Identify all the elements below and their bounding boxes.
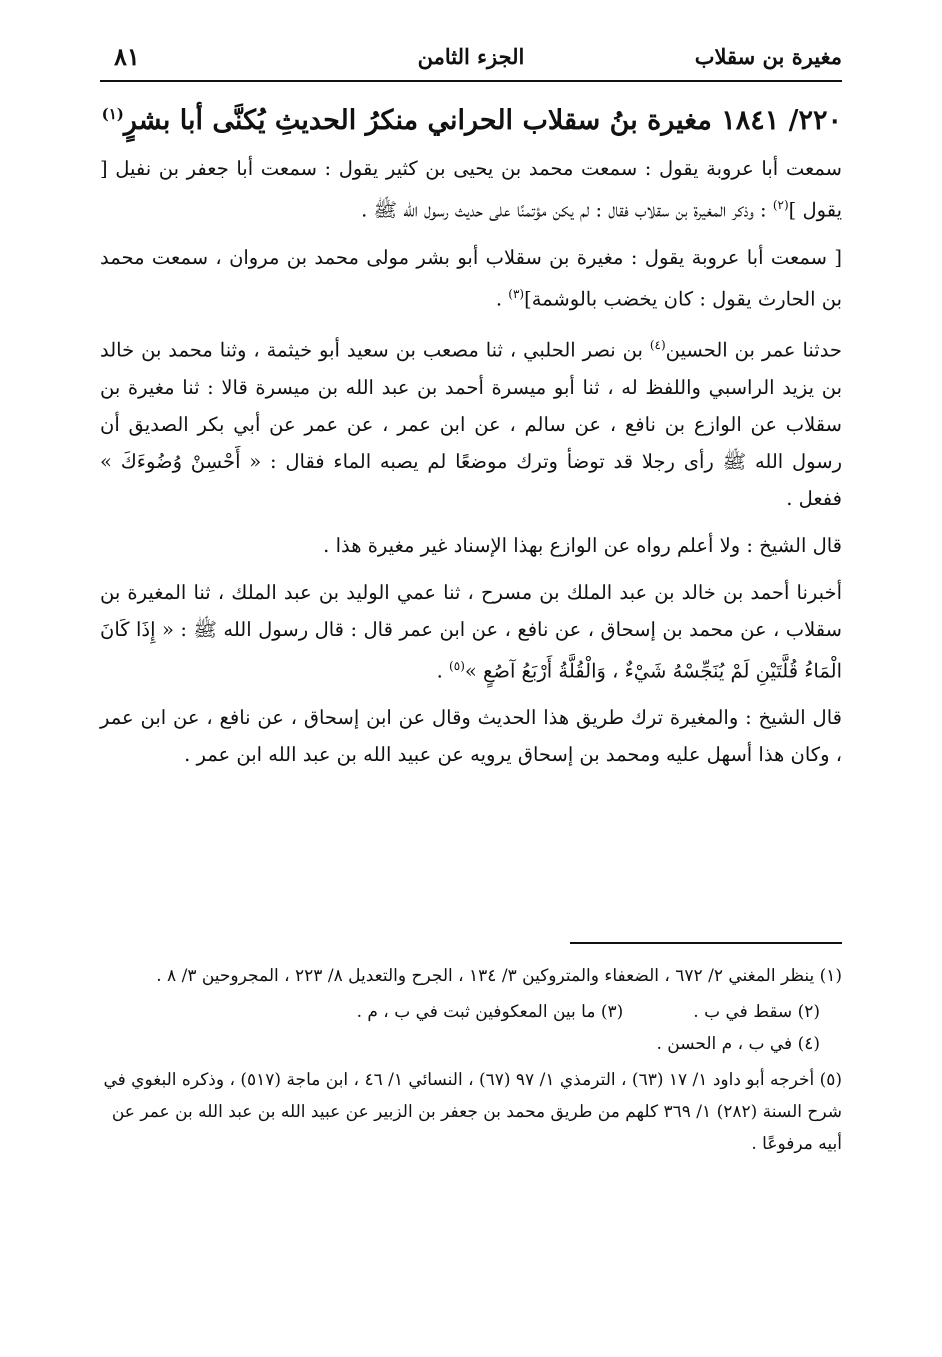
header-rule (100, 80, 842, 82)
entry-title (100, 92, 842, 143)
note-ref: (٢) (772, 198, 789, 212)
footnote-rule (570, 942, 842, 944)
paragraph: [ سمعت أبا عروبة يقول : مغيرة بن سقلاب أبو بشر مولى محمد بن مروان ، سمعت محمد بن الحارث يقول : كان يخضب بالوشمة]$^{(٣)}$ . (100, 245, 842, 310)
entry-body (100, 150, 842, 783)
entry-title-text: ٢٢٠/ ١٨٤١ مغيرة بنُ سقلاب الحراني منكرُ الحديثِ يُكنَّى أبا بشرٍ (123, 105, 842, 136)
footnote-4: (٤) في ب ، م الحسن . (656, 1034, 820, 1054)
note-ref: (٥) (449, 658, 465, 673)
running-header (100, 40, 842, 80)
paragraph: قال الشيخ : ولا أعلم رواه عن الوازع بهذا الإسناد غير مغيرة هذا . (323, 533, 842, 557)
note-ref: (٤) (649, 338, 666, 352)
page-number: ٨١ (114, 42, 140, 71)
part-title: الجزء الثامن (417, 44, 525, 69)
paragraph: قال الشيخ : والمغيرة ترك طريق هذا الحديث وقال عن ابن إسحاق ، عن نافع ، عن ابن عمر ، وكان هذا أسهل عليه ومحمد بن إسحاق يرويه عن عبيد الله بن عبد الله ابن عمر . (100, 706, 842, 766)
footnote-1: (١) ينظر المغني ٢/ ٦٧٢ ، الضعفاء والمتروكين ٣/ ١٣٤ ، الجرح والتعديل ٨/ ٢٢٣ ، المجروحين ٣/ ٨ . (156, 966, 842, 986)
section-title: مغيرة بن سقلاب (694, 44, 842, 69)
paragraph: أخبرنا أحمد بن خالد بن عبد الملك بن مسرح ، ثنا عمي الوليد بن عبد الملك ، ثنا المغيرة بن سقلاب ، عن محمد بن إسحاق ، عن نافع ، عن ابن عمر قال : قال رسول الله ﷺ : « إِذَا كَانَ الْمَاءُ قُلَّتَيْنِ لَمْ يُنَجِّسْهُ شَيْءٌ ، وَالْقُلَّةُ أَرْبَعُ آصُعٍ »$^{(٥)}$ . (100, 580, 842, 682)
footnote-5: (٥) أخرجه أبو داود ١/ ١٧ (٦٣) ، الترمذي ١/ ٩٧ (٦٧) ، النسائي ١/ ٤٦ ، ابن ماجة (٥١٧) ، وذكره البغوي في شرح السنة (٢٨٢) ١/ ٣٦٩ كلهم من طريق محمد بن جعفر بن الزبير عن عبيد الله بن عبد الله بن عمر عن أبيه مرفوعًا . (103, 1070, 842, 1154)
entry-title-note: (١) (101, 105, 124, 123)
footnote-2: (٢) سقط في ب . (693, 1002, 820, 1022)
footnote-3: (٣) ما بين المعكوفين ثبت في ب ، م . (356, 1002, 624, 1022)
paragraph: سمعت أبا عروبة يقول : سمعت محمد بن يحيى بن كثير يقول : سمعت أبا جعفر بن نفيل [ يقول ]$^{(٢)}$ : وذكر المغيرة بن سقلاب فقال : لم يكن مؤتمنًا على حديث رسول الله ﷺ . (100, 157, 842, 222)
paragraph: حدثنا عمر بن الحسين$^{(٤)}$ بن نصر الحلبي ، ثنا مصعب بن سعيد أبو خيثمة ، وثنا محمد بن خالد بن يزيد الراسبي واللفظ له ، ثنا أبو ميسرة أحمد بن عبد الله بن ميسرة قالا : ثنا مغيرة بن سقلاب عن الوازع بن نافع ، عن سالم ، عن ابن عمر ، عن عمر عن أبي بكر الصديق أن رسول الله ﷺ رأى رجلا قد توضأ وترك موضعًا لم يصبه الماء فقال : « أَحْسِنْ وُضُوءَكَ » ففعل . (100, 338, 842, 510)
note-ref: (٣) (508, 286, 525, 301)
footnotes (100, 960, 842, 1164)
footnote-row (100, 996, 842, 1028)
